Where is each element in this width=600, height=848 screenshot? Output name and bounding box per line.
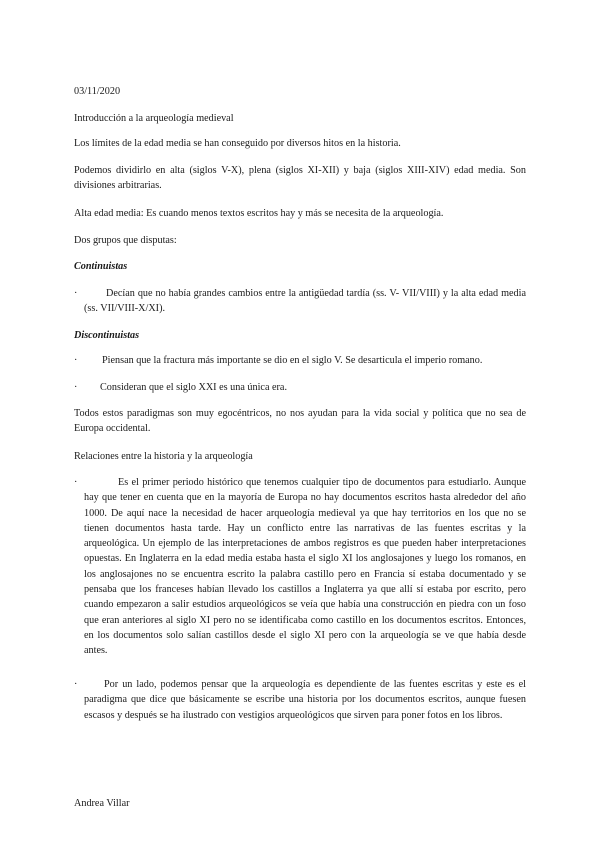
list-item-text: Es el primer periodo histórico que tenemos cualquier tipo de documentos para estudiarlo. Aunque hay que tener en cuenta que en la mayoría de Europa no hay documentos escritos hasta alrededor del año 1000. De aquí nace la necesidad de hacer arqueología medieval ya que hay territorios en los que no se tienen documentos hasta tarde. Hay un conflicto entre las narrativas de las fuentes escritas y la arqueológica. Un ejemplo de las interpretaciones de ambos registros es que pueden haber interpretaciones opuestas. En Inglaterra en la edad media estaba hasta el siglo XI los anglosajones y luego los romanos, en los anglosajones no se encuentra escrito la palabra castillo pero en Francia sí estaba documentado y se pensaba que los franceses habían llevado los castillos a Inglaterra ya que allí sí estaba por escrito, pero cuando empezaron a salir estudios arqueológicos se veía que había una construcción en piedra con un foso que eran anteriores al siglo XI pero no se identificaba como castillo en los documentos escritos. Entonces, en los documentos solo salían castillos desde el siglo XI pero con la arqueología se ve que había desde antes.	[84, 477, 526, 657]
bullet-marker: ·	[74, 679, 78, 690]
document-date: 03/11/2020	[74, 86, 121, 97]
bullet-marker: ·	[74, 288, 78, 299]
bullet-marker: ·	[74, 355, 78, 366]
list-item-discontinuistas-1	[74, 353, 526, 368]
bullet-marker: ·	[74, 477, 78, 488]
document-title: Introducción a la arqueología medieval	[74, 113, 234, 124]
paragraph-paradigmas: Todos estos paradigmas son muy egocéntricos, no nos ayudan para la vida social y política que no sea de Europa occidental.	[74, 408, 526, 435]
list-item-text: Por un lado, podemos pensar que la arqueología es dependiente de las fuentes escritas y este es el paradigma que dice que básicamente se escribe una historia por los documentos escritos, aunque fuesen escasos y después se ha ilustrado con vestigios arqueológicos que sirven para poner fotos en los libros.	[84, 679, 526, 721]
paragraph-dos-grupos: Dos grupos que disputas:	[74, 235, 177, 246]
paragraph-limites: Los límites de la edad media se han conseguido por diversos hitos en la historia.	[74, 138, 401, 149]
list-item-relaciones-1	[74, 475, 526, 659]
bullet-marker: ·	[74, 382, 78, 393]
list-item-text: Consideran que el siglo XXI es una única era.	[100, 382, 287, 393]
heading-continuistas: Continuistas	[74, 261, 128, 272]
document-author: Andrea Villar	[74, 798, 130, 809]
heading-discontinuistas: Discontinuistas	[74, 330, 140, 341]
paragraph-divisiones: Podemos dividirlo en alta (siglos V-X), plena (siglos XI-XII) y baja (siglos XIII-XIV) edad media. Son divisiones arbitrarias.	[74, 165, 526, 192]
list-item-relaciones-2	[74, 677, 526, 723]
list-item-text: Decían que no había grandes cambios entre la antigüedad tardía (ss. V- VII/VIII) y la alta edad media (ss. VII/VIII-X/XI).	[84, 288, 526, 315]
paragraph-alta-edad-media: Alta edad media: Es cuando menos textos escritos hay y más se necesita de la arqueología.	[74, 208, 444, 219]
list-item-continuistas-1	[74, 286, 526, 317]
list-item-text: Piensan que la fractura más importante se dio en el siglo V. Se desarticula el imperio romano.	[102, 355, 483, 366]
list-item-discontinuistas-2	[74, 380, 526, 395]
section-title-relaciones: Relaciones entre la historia y la arqueología	[74, 451, 253, 462]
